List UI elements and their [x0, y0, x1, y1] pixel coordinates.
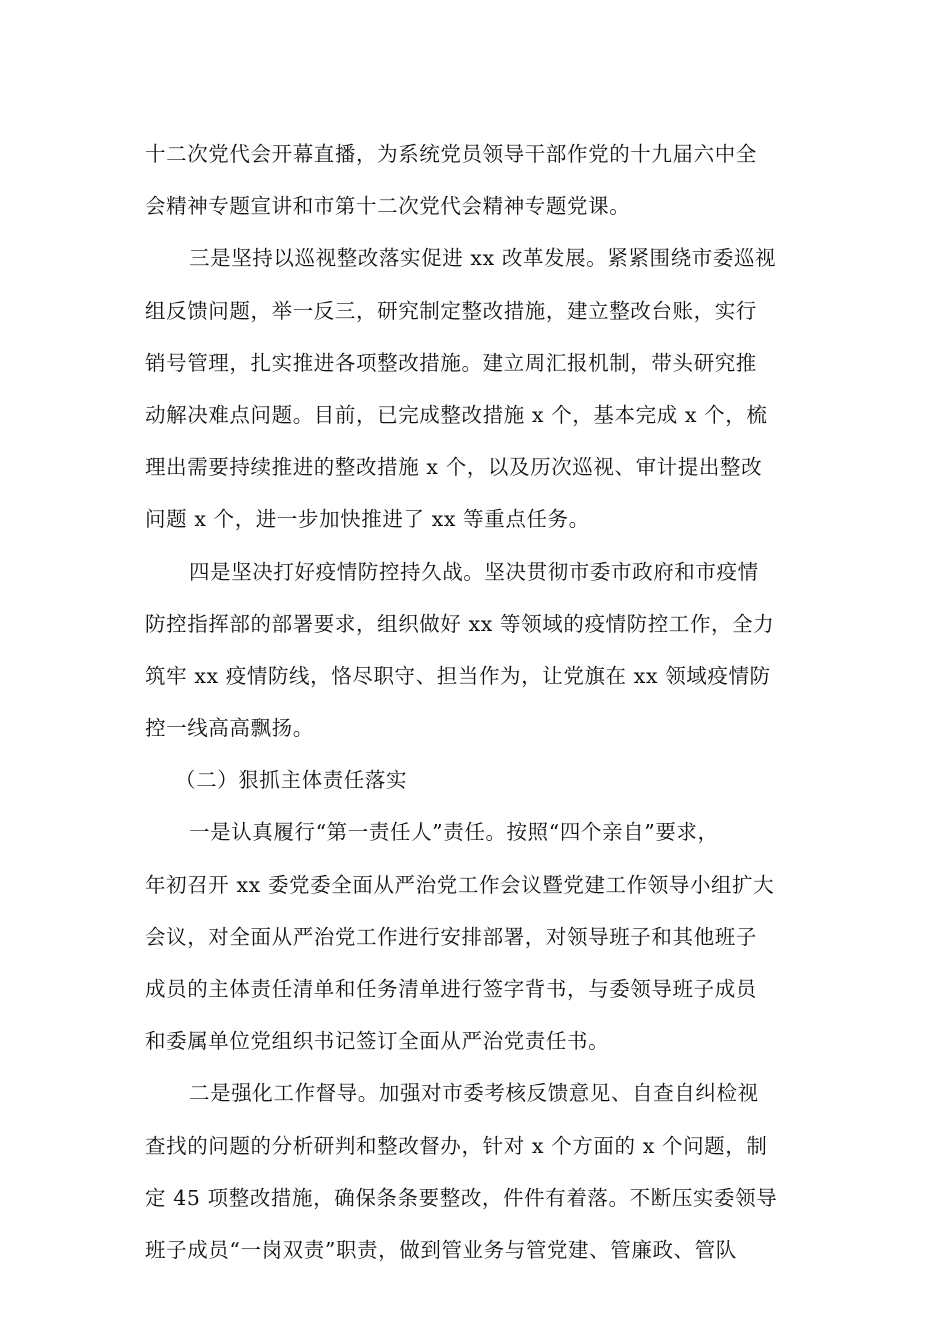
text-line: 控一线高高飘扬。 [145, 716, 314, 741]
text-line: 组反馈问题，举一反三，研究制定整改措施，建立整改台账，实行 [145, 298, 757, 323]
paragraph-start-line: 二是强化工作督导。加强对市委考核反馈意见、自查自纠检视 [189, 1081, 759, 1106]
text-line: 理出需要持续推进的整改措施 x 个，以及历次巡视、审计提出整改 [145, 455, 763, 480]
text-line: 问题 x 个，进一步加快推进了 xx 等重点任务。 [145, 507, 590, 532]
text-line: 班子成员“一岗双责”职责，做到管业务与管党建、管廉政、管队 [145, 1237, 737, 1262]
section-heading: （二）狠抓主体责任落实 [175, 768, 408, 793]
text-line: 成员的主体责任清单和任务清单进行签字背书，与委领导班子成员 [145, 977, 757, 1001]
paragraph-start-line: 一是认真履行“第一责任人”责任。按照“四个亲自”要求， [189, 820, 719, 845]
text-line: 防控指挥部的部署要求，组织做好 xx 等领域的疫情防控工作，全力 [145, 611, 775, 636]
text-line: 销号管理，扎实推进各项整改措施。建立周汇报机制，带头研究推 [145, 350, 757, 375]
text-line: 动解决难点问题。目前，已完成整改措施 x 个，基本完成 x 个，梳 [145, 402, 768, 427]
document-body [145, 128, 805, 1276]
text-line: 查找的问题的分析研判和整改督办，针对 x 个方面的 x 个问题，制 [145, 1133, 768, 1158]
paragraph-start-line: 三是坚持以巡视整改落实促进 xx 改革发展。紧紧围绕市委巡视 [189, 246, 777, 271]
text-line: 年初召开 xx 委党委全面从严治党工作会议暨党建工作领导小组扩大 [145, 872, 775, 897]
text-line: 十二次党代会开幕直播，为系统党员领导干部作党的十九届六中全 [145, 142, 757, 166]
text-line: 会精神专题宣讲和市第十二次党代会精神专题党课。 [145, 194, 631, 219]
paragraph-start-line: 四是坚决打好疫情防控持久战。坚决贯彻市委市政府和市疫情 [189, 559, 759, 584]
text-line: 会议，对全面从严治党工作进行安排部署，对领导班子和其他班子 [145, 924, 757, 949]
text-line: 筑牢 xx 疫情防线，恪尽职守、担当作为，让党旗在 xx 领域疫情防 [145, 663, 771, 688]
text-line: 和委属单位党组织书记签订全面从严治党责任书。 [145, 1029, 610, 1054]
text-line: 定 45 项整改措施，确保条条要整改，件件有着落。不断压实委领导 [145, 1185, 778, 1210]
